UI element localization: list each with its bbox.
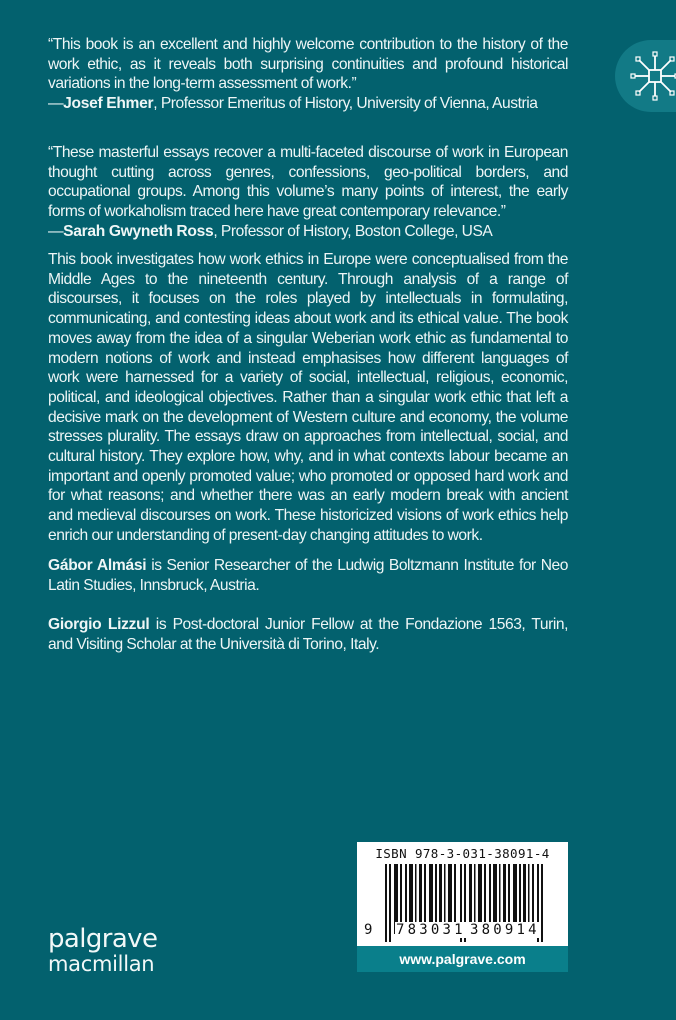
author-bio-text — [48, 556, 568, 595]
author-bio: is Senior Researcher of the Ludwig Boltzmann Institute for Neo Latin Studies, Innsbruck, Austria. — [48, 557, 568, 594]
endorsement-quote: “These masterful essays recover a multi-faceted discourse of work in European thought cutting across genres, confessions, geo-political borders, and occupational groups. Among this volume’s many points of interest, the early forms of workaholism traced here have great contemporary relevance.” — [48, 144, 568, 221]
endorsement-attribution — [48, 94, 568, 114]
dash: — — [48, 95, 64, 113]
author-name: Giorgio Lizzul — [48, 616, 150, 633]
author-bio: is Post-doctoral Junior Fellow at the Fondazione 1563, Turin, and Visiting Scholar at the Università di Torino, Italy. — [48, 616, 569, 653]
endorser-name: Sarah Gwyneth Ross — [63, 222, 214, 240]
isbn-label: ISBN 978-3-031-38091-4 — [375, 846, 550, 861]
palgrave-macmillan-logo — [48, 926, 157, 976]
author-bio-1 — [48, 556, 568, 595]
endorsement-1 — [48, 35, 568, 114]
dash: — — [48, 222, 64, 240]
pivot-logo-tab — [615, 40, 676, 112]
ean-digits — [363, 922, 563, 942]
ean-first-digit: 9 — [364, 922, 373, 938]
logo-line-2: macmillan — [48, 952, 155, 976]
endorsement-2 — [48, 143, 568, 242]
ean-right-digits: 380914 — [470, 922, 540, 938]
summary-text: This book investigates how work ethics in Europe were conceptualised from the Middle Ages to the nineteenth century. Through analysis of a range of discourses, it focuses on the roles played by intellectuals in formulating, communicating, and contesting ideas about work and its ethical value. The book moves away from the idea of a singular Weberian work ethic as fundamental to modern notions of work and instead emphasises how different languages of work were harnessed for a variety of social, intellectual, religious, economic, political, and ideological objectives. Rather than a singular work ethic that left a decisive mark on the development of Western culture and economy, the volume stresses plurality. The essays draw on approaches from intellectual, social, and cultural history. They explore how, why, and in what contexts labour became an important and openly promoted value; who promoted or opposed hard work and for what reasons; and whether there was an early modern break with ancient and medieval discourses on work. These historicized visions of work ethics help enrich our understanding of present-day changing attitudes to work. — [48, 251, 568, 544]
endorsement-quote: “This book is an excellent and highly welcome contribution to the history of the work ethic, as it reveals both surprising continuities and profound historical variations in the long-term assessment of work.” — [48, 36, 568, 93]
author-bio-2 — [48, 615, 568, 654]
endorser-affiliation: , Professor of History, Boston College, USA — [213, 222, 493, 240]
isbn-barcode-box — [357, 842, 568, 972]
logo-line-1: palgrave — [48, 924, 158, 954]
publisher-url: www.palgrave.com — [357, 946, 568, 972]
ean-left-digits: 783031 — [396, 922, 466, 938]
pivot-network-icon — [627, 48, 676, 104]
endorser-affiliation: , Professor Emeritus of History, University of Vienna, Austria — [153, 95, 538, 113]
author-name: Gábor Almási — [48, 557, 147, 574]
endorser-name: Josef Ehmer — [63, 95, 154, 113]
book-summary — [48, 250, 568, 546]
author-bio-text — [48, 615, 568, 654]
endorsement-attribution — [48, 222, 568, 242]
